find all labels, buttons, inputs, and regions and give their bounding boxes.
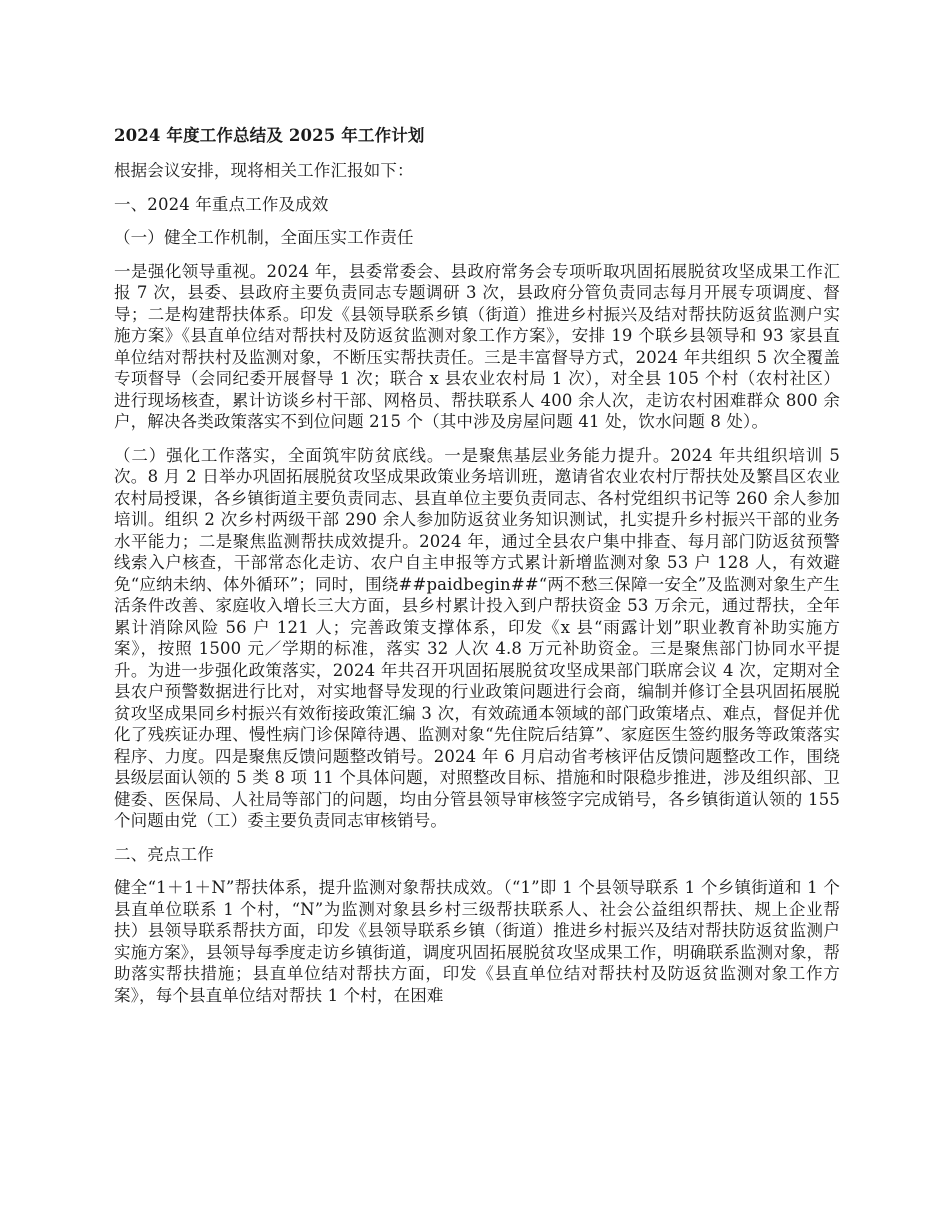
paragraph-2: （二）强化工作落实，全面筑牢防贫底线。一是聚焦基层业务能力提升。2024 年共组织培训 5 次。8 月 2 日举办巩固拓展脱贫攻坚成果政策业务培训班，邀请省农业农村厅帮扶处及繁昌区农业农村局授课，各乡镇街道主要负责同志、县直单位主要负责同志、各村党组织书记等 260 余人参加培训。组织 2 次乡村两级干部 290 余人参加防返贫业务知识测试，扎实提升乡村振兴干部的业务水平能力；二是聚焦监测帮扶成效提升。2024 年，通过全县农户集中排查、每月部门防返贫预警线索入户核查，干部常态化走访、农户自主申报等方式累计新增监测对象 53 户 128 人，有效避免“应纳未纳、体外循环”；同时，围绕##paidbegin##“两不愁三保障一安全”及监测对象生产生活条件改善、家庭收入增长三大方面，县乡村累计投入到户帮扶资金 53 万余元，通过帮扶，全年累计消除风险 56 户 121 人；完善政策支撑体系，印发《x 县“雨露计划”职业教育补助实施方案》，按照 1500 元／学期的标准，落实 32 人次 4.8 万元补助资金。三是聚焦部门协同水平提升。为进一步强化政策落实，2024 年共召开巩固拓展脱贫攻坚成果部门联席会议 4 次，定期对全县农户预警数据进行比对，对实地督导发现的行业政策问题进行会商，编制并修订全县巩固拓展脱贫攻坚成果同乡村振兴有效衔接政策汇编 3 次，有效疏通本领域的部门政策堵点、难点，督促并优化了残疾证办理、慢性病门诊保障待遇、监测对象“先住院后结算”、家庭医生签约服务等政策落实程序、力度。四是聚焦反馈问题整改销号。2024 年 6 月启动省考核评估反馈问题整改工作，围绕县级层面认领的 5 类 8 项 11 个具体问题，对照整改目标、措施和时限稳步推进，涉及组织部、卫健委、医保局、人社局等部门的问题，均由分管县领导审核签字完成销号，各乡镇街道认领的 155 个问题由党（工）委主要负责同志审核销号。: [114, 445, 840, 830]
intro-text: 根据会议安排，现将相关工作汇报如下：: [114, 161, 414, 180]
subsection-1-heading: （一）健全工作机制，全面压实工作责任: [114, 228, 414, 247]
paragraph-3: 健全“1＋1＋N”帮扶体系，提升监测对象帮扶成效。（“1”即 1 个县领导联系 1 个乡镇街道和 1 个县直单位联系 1 个村，“N”为监测对象县乡村三级帮扶联系人、社会公益组织帮扶、规上企业帮扶）县领导联系帮扶方面，印发《县领导联系乡镇（街道）推进乡村振兴及结对帮扶防返贫监测户实施方案》，县领导每季度走访乡镇街道，调度巩固拓展脱贫攻坚成果工作，明确联系监测对象，帮助落实帮扶措施；县直单位结对帮扶方面，印发《县直单位结对帮扶村及防返贫监测对象工作方案》，每个县直单位结对帮扶 1 个村，在困难: [114, 878, 840, 1005]
document-page: [114, 124, 840, 1018]
document-title: 2024 年度工作总结及 2025 年工作计划: [114, 126, 425, 145]
paragraph-1: 一是强化领导重视。2024 年，县委常委会、县政府常务会专项听取巩固拓展脱贫攻坚成果工作汇报 7 次，县委、县政府主要负责同志专题调研 3 次，县政府分管负责同志每月开展专项调度、督导；二是构建帮扶体系。印发《县领导联系乡镇（街道）推进乡村振兴及结对帮扶防返贫监测户实施方案》《县直单位结对帮扶村及防返贫监测对象工作方案》，安排 19 个联乡县领导和 93 家县直单位结对帮扶村及监测对象，不断压实帮扶责任。三是丰富督导方式，2024 年共组织 5 次全覆盖专项督导（会同纪委开展督导 1 次；联合 x 县农业农村局 1 次），对全县 105 个村（农村社区）进行现场核查，累计访谈乡村干部、网格员、帮扶联系人 400 余人次，走访农村困难群众 800 余户，解决各类政策落实不到位问题 215 个（其中涉及房屋问题 41 处，饮水问题 8 处）。: [114, 261, 840, 431]
section-2-heading: 二、亮点工作: [114, 844, 214, 864]
section-1-heading: 一、2024 年重点工作及成效: [114, 194, 329, 214]
